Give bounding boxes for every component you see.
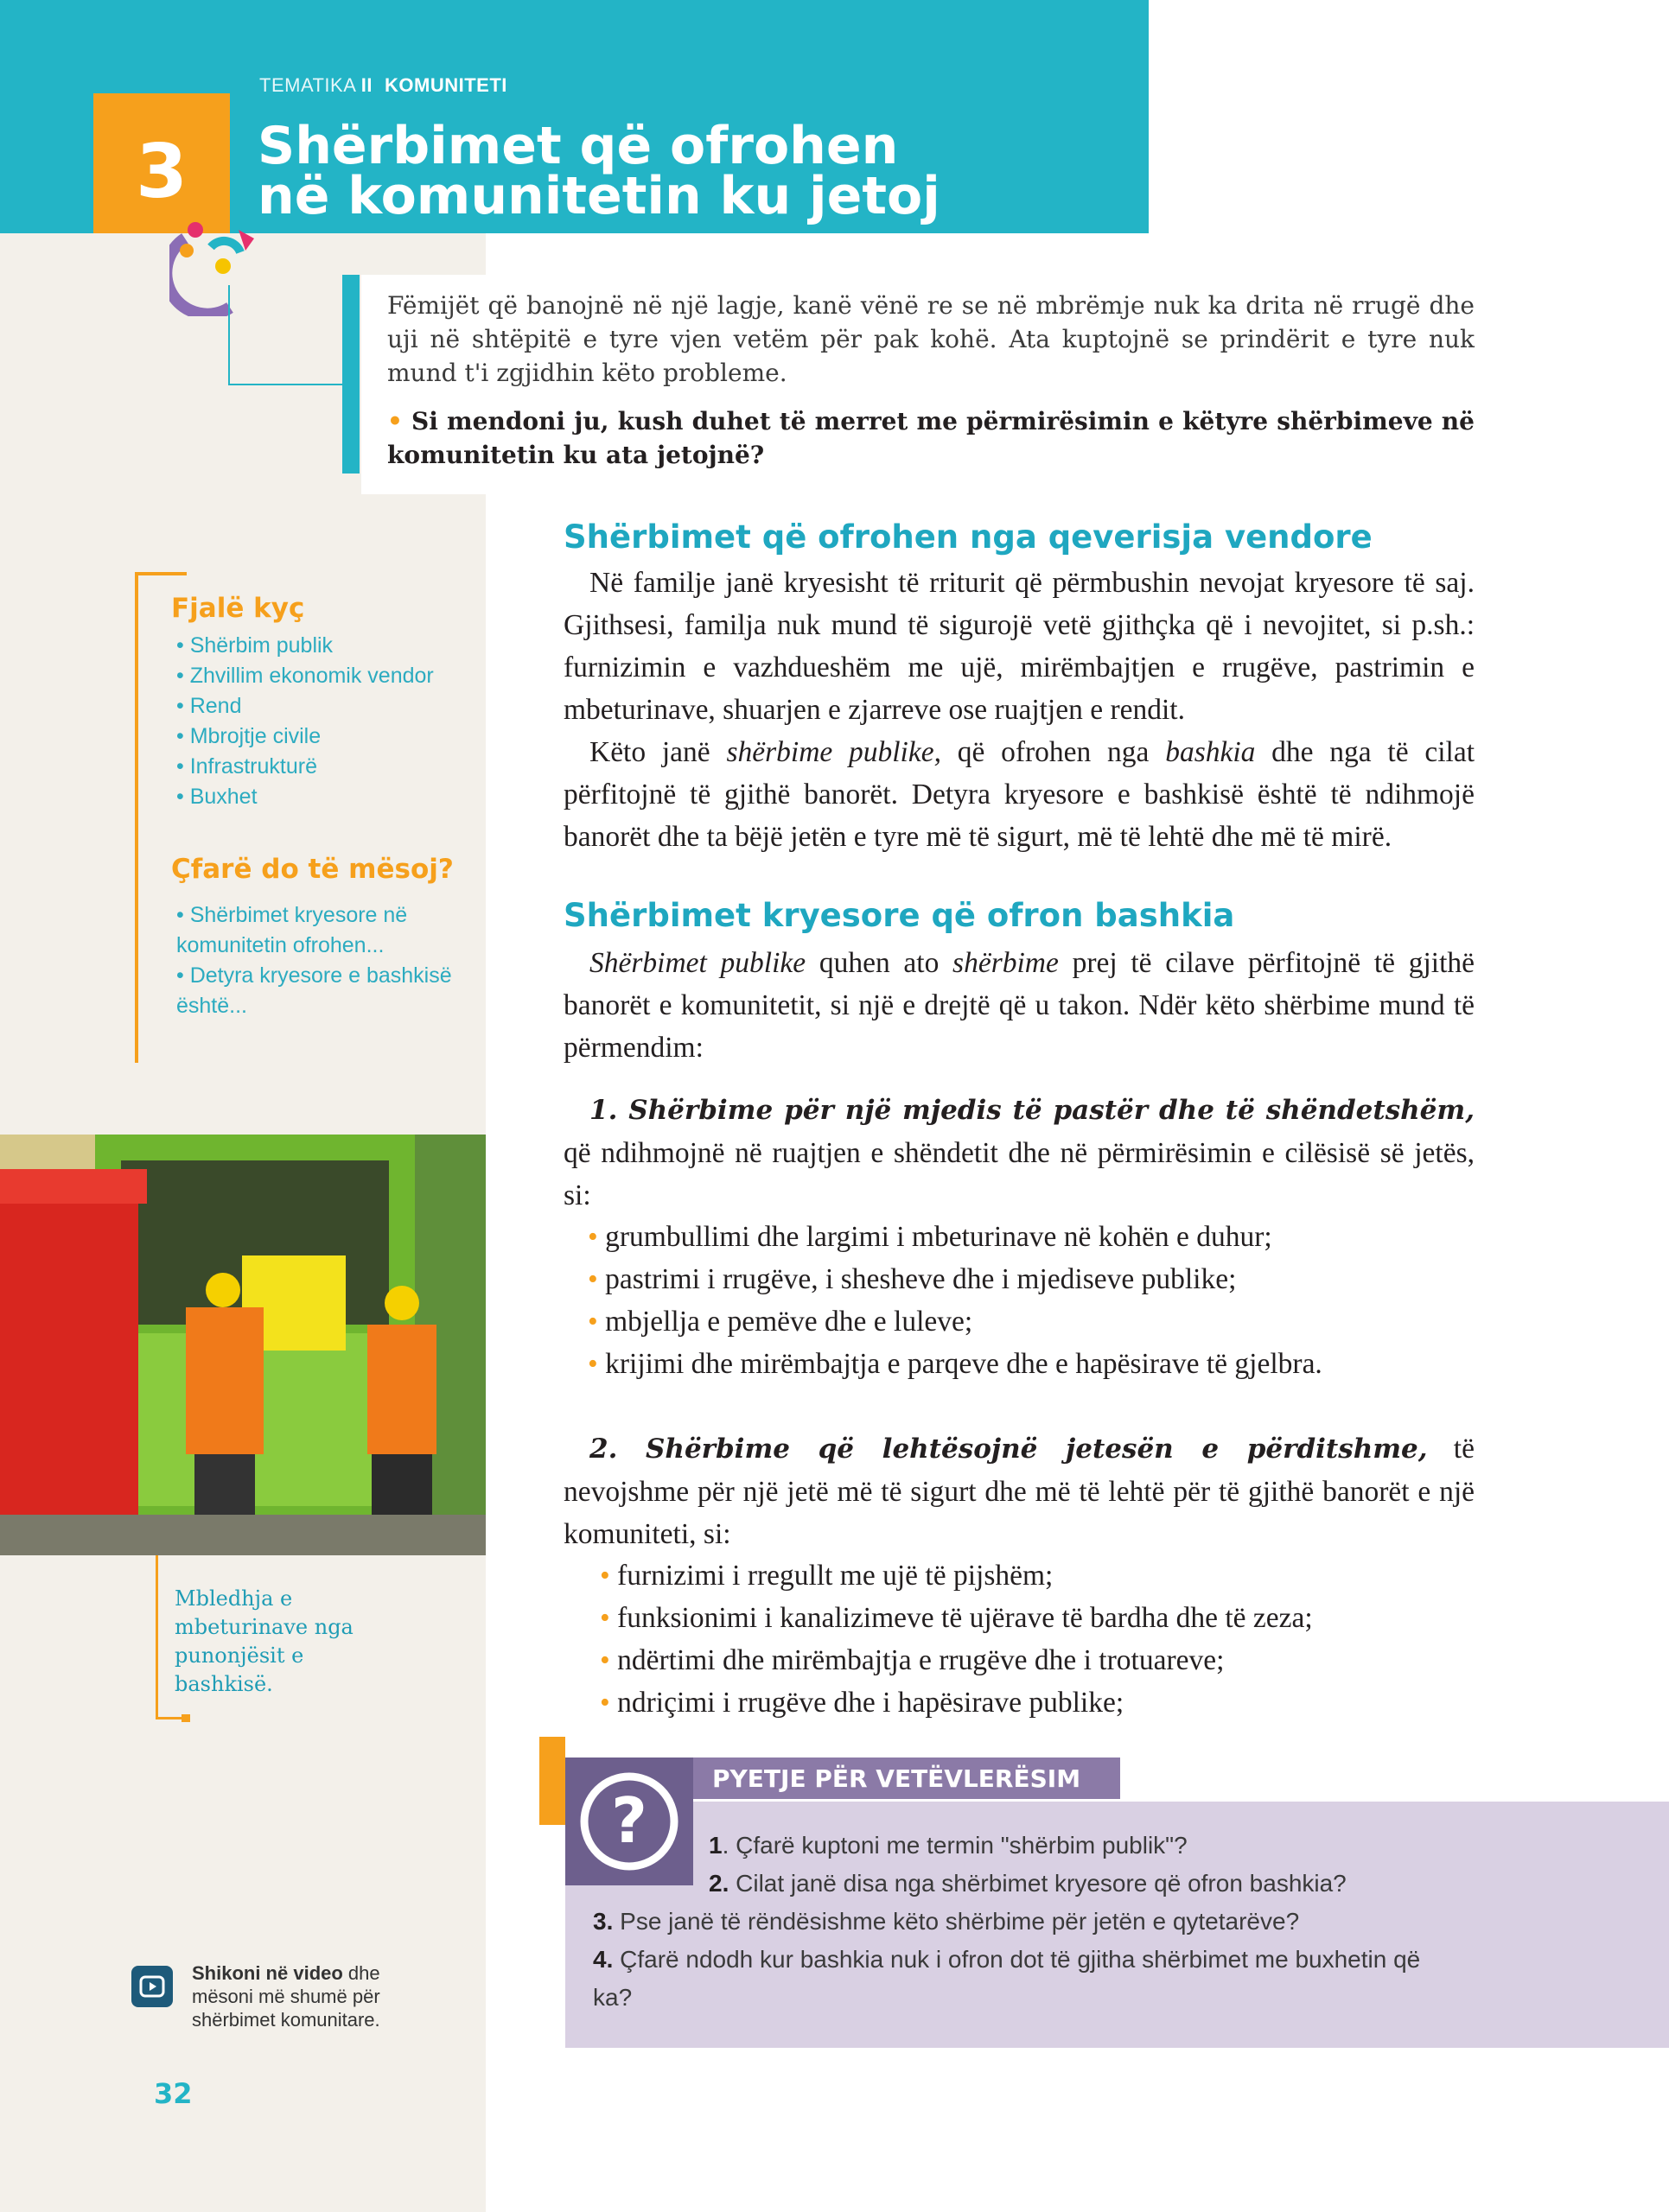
tematika-label: TEMATIKA II KOMUNITETI: [259, 74, 507, 96]
section1-paragraph: Në familje janë kryesisht të rriturit që përmbushin nevojat kryesore të saj. Gjithsesi, familja nuk mund të sigurojë vetë gjithçka që i nevojitet, si p.sh.: furnizimin e vazhdueshëm me ujë, mirëmbajtjen e rrugëve, pastrimin e mbeturinave, shuarjen e zjarreve ose ruajtjen e rendit.: [564, 567, 1475, 726]
keywords-frame: [135, 572, 138, 1063]
intro-text: Fëmijët që banojnë në një lagje, kanë vënë re se në mbrëmje nuk ka drita në rrugë dhe uji në shtëpitë e tyre vjen vetëm për pak kohë. Ata kuptojnë se prindërit e tyre nuk mund t'i zgjidhin këto probleme.: [387, 291, 1475, 387]
keyword-item: • Mbrojtje civile: [176, 724, 322, 748]
section1-paragraph: Këto janë shërbime publike, që ofrohen nga bashkia dhe nga të cilat përfitojnë të gjithë banorët. Detyra kryesore e bashkisë është të ndihmojë banorët dhe ta bëjë jetën e tyre më të sigurt, më të lehtë dhe më të mirë.: [564, 736, 1475, 853]
page-number: 32: [154, 2077, 193, 2110]
service-list-2: [600, 1554, 1473, 1724]
keyword-item: • Rend: [176, 694, 242, 718]
self-check-questions: [709, 1827, 1642, 1903]
question-item: 4. Çfarë ndodh kur bashkia nuk i ofron dot të gjitha shërbimet me buxhetin që ka?: [593, 1946, 1421, 2011]
question-mark-icon: [565, 1758, 693, 1885]
keyword-item: • Buxhet: [176, 785, 258, 809]
connector-line: [228, 285, 230, 385]
section-heading: Shërbimet kryesore që ofron bashkia: [564, 897, 1235, 934]
photo-caption: Mbledhja e mbeturinave nga punonjësit e bashkisë.: [175, 1586, 354, 1696]
video-play-icon[interactable]: [131, 1966, 173, 2007]
connector-line: [228, 384, 344, 385]
learn-list: [176, 900, 462, 1021]
list-item: • furnizimi i rregullt me ujë të pijshëm;: [600, 1560, 1054, 1592]
self-check-accent: [539, 1737, 565, 1825]
caption-frame: [156, 1555, 158, 1719]
service-list-1: [588, 1216, 1478, 1385]
garbage-truck-photo: [0, 1135, 486, 1555]
service-group-2: 2. Shërbime që lehtësojnë jetesën e përditshme, të nevojshme për një jetë më të sigurt dhe më të lehtë për të gjithë banorët e një komuniteti, si:: [564, 1433, 1475, 1550]
self-check-questions: [593, 1903, 1457, 2017]
learn-item: • Detyra kryesore e bashkisë është...: [176, 963, 452, 1018]
decorative-swirl-icon: [169, 213, 273, 316]
self-check-title: PYETJE PËR VETËVLERËSIM: [693, 1758, 1120, 1799]
keywords-title: Fjalë kyç: [171, 593, 305, 624]
keywords-frame: [135, 572, 187, 575]
svg-text:?: ?: [611, 1784, 647, 1857]
keyword-item: • Infrastrukturë: [176, 754, 317, 779]
list-item: • ndërtimi dhe mirëmbajtja e rrugëve dhe i trotuareve;: [600, 1644, 1225, 1676]
question-item: 2. Cilat janë disa nga shërbimet kryesore që ofron bashkia?: [709, 1870, 1347, 1897]
keywords-list: [176, 631, 434, 812]
section-heading: Shërbimet që ofrohen nga qeverisja vendore: [564, 518, 1373, 556]
list-item: • krijimi dhe mirëmbajtja e parqeve dhe e hapësirave të gjelbra.: [588, 1348, 1322, 1380]
intro-accent-bar: [342, 275, 360, 474]
video-text: Shikoni në video dhe mësoni më shumë për shërbimet komunitare.: [192, 1962, 380, 2031]
page-title: Shërbimet që ofrohen në komunitetin ku jetoj: [258, 116, 940, 226]
lesson-number: 3: [93, 93, 230, 233]
caption-frame: [182, 1714, 190, 1722]
question-item: 1. Çfarë kuptoni me termin "shërbim publik"?: [709, 1832, 1188, 1859]
learn-item: • Shërbimet kryesore në komunitetin ofrohen...: [176, 903, 408, 957]
keyword-item: • Shërbim publik: [176, 633, 334, 658]
intro-question: • Si mendoni ju, kush duhet të merret me përmirësimin e këtyre shërbimeve në komunitetin ku ata jetojnë?: [387, 407, 1475, 469]
list-item: • funksionimi i kanalizimeve të ujërave të bardha dhe të zeza;: [600, 1602, 1313, 1634]
list-item: • pastrimi i rrugëve, i shesheve dhe i mjediseve publike;: [588, 1263, 1237, 1295]
section2-paragraph: Shërbimet publike quhen ato shërbime prej të cilave përfitojnë të gjithë banorët e komunitetit, si një e drejtë që u takon. Ndër këto shërbime mund të përmendim:: [564, 947, 1475, 1064]
learn-title: Çfarë do të mësoj?: [171, 854, 454, 885]
service-group-1: 1. Shërbime për një mjedis të pastër dhe të shëndetshëm, që ndihmojnë në ruajtjen e shëndetit dhe në përmirësimin e cilësisë së jetës, si:: [564, 1095, 1475, 1211]
list-item: • grumbullimi dhe largimi i mbeturinave në kohën e duhur;: [588, 1221, 1272, 1253]
list-item: • ndriçimi i rrugëve dhe i hapësirave publike;: [600, 1687, 1124, 1719]
question-item: 3. Pse janë të rëndësishme këto shërbime për jetën e qytetarëve?: [593, 1908, 1300, 1935]
keyword-item: • Zhvillim ekonomik vendor: [176, 664, 434, 688]
bullet-dot-icon: •: [387, 407, 412, 435]
list-item: • mbjellja e pemëve dhe e luleve;: [588, 1306, 973, 1338]
